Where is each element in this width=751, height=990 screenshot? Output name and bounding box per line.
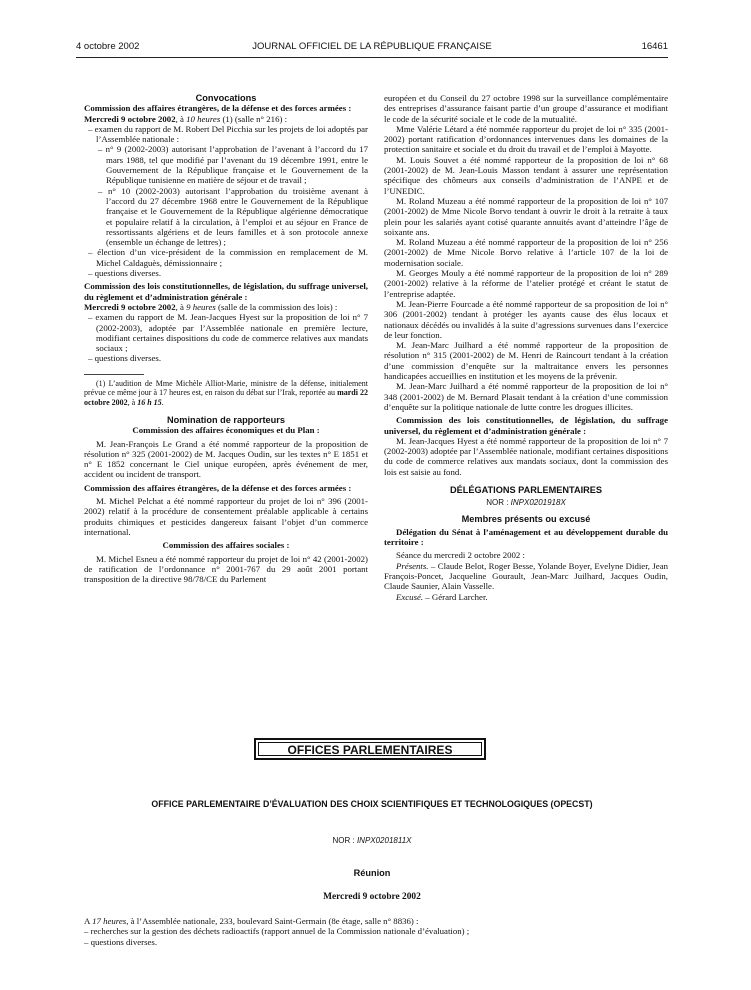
n3-text: M. Michel Esneu a été nommé rapporteur du projet de loi n° 42 (2001-2002) de ratification de l’ordonnance n° 2001-767 du 29 août 2001 portant transposition de la directive 98/78/CE du Parlement	[84, 553, 368, 585]
footnote-rule	[84, 374, 144, 375]
n3-title: Commission des affaires sociales :	[162, 540, 290, 551]
r-para-4: M. Roland Muzeau a été nommé rapporteur de la proposition de loi n° 107 (2001-2002) de Mme Nicole Borvo tendant à ouvrir le droit à la retraite à taux plein pour les salariés ayant cotisé quarante annuités avant d’atteindre l’âge de soixante ans.	[384, 195, 668, 237]
n2-text: M. Michel Pelchat a été nommé rapporteur du projet de loi n° 396 (2001-2002) relatif à la procédure de consentement préalable applicable à certains produits chimiques et pesticides dangereux faisant l’objet d’un commerce international.	[84, 496, 368, 537]
nomination-heading: Nomination de rapporteurs	[167, 414, 285, 425]
header-date: 4 octobre 2002	[76, 41, 140, 52]
r-para-1: européen et du Conseil du 27 octobre 1998 sur la surveillance complémentaire des entreprises d’assurance faisant partie d’un groupe d’assurance et modifiant le code de la sécurité sociale et le code de la mutualité.	[384, 93, 668, 124]
agenda-line-1: A 17 heures, à l’Assemblée nationale, 233, boulevard Saint-Germain (8e étage, salle n° 8836) :	[84, 916, 419, 926]
excuse: Excusé. – Gérard Larcher.	[396, 591, 488, 602]
r-para-5: M. Roland Muzeau a été nommé rapporteur de la proposition de loi n° 256 (2001-2002) de Mme Nicole Borvo relative à l’article 107 de la loi de modernisation sociale.	[384, 237, 668, 268]
delegations-nor: NOR : INPX0201918X	[486, 498, 566, 508]
n2-title: Commission des affaires étrangères, de la défense et des forces armées :	[84, 482, 352, 493]
c1-date: Mercredi 9 octobre 2002, à 10 heures (1) (salle n° 216) :	[84, 113, 288, 124]
left-column	[84, 93, 368, 584]
c1-item-3: – n° 10 (2002-2003) autorisant l’approbation du troisième avenant à l’accord du 27 décembre 1968 entre le Gouvernement de la République française et le Gouvernement de la République algérienne démocratique et populaire relatif à la circulation, à l’emploi et au séjour en France de ressortissants algériens et de leurs familles et à son protocole annexe (ensemble un échange de lettres) ;	[98, 185, 368, 248]
n1-text: M. Jean-François Le Grand a été nommé rapporteur de la proposition de résolution n° 325 (2001-2002) de M. Jacques Oudin, sur les textes n° E 1851 et n° E 1852 concernant le Ciel unique européen, après événement de mer, accident ou incident de transport.	[84, 438, 368, 480]
convocations-heading: Convocations	[195, 93, 257, 103]
c1-title: Commission des affaires étrangères, de la défense et des forces armées :	[84, 103, 352, 114]
c2-item-1: – examen du rapport de M. Jean-Jacques Hyest sur la proposition de loi n° 7 (2002-2003), adoptée par l’Assemblée nationale en première lecture, modifiant certaines dispositions du code de commerce relatives aux mandats sociaux ;	[88, 312, 368, 354]
n1-title: Commission des affaires économiques et du Plan :	[132, 425, 320, 436]
header-page-number: 16461	[641, 41, 668, 52]
offices-heading: OFFICES PARLEMENTAIRES	[258, 742, 482, 756]
r-para-9: M. Jean-Marc Juilhard a été nommé rapporteur de la proposition de loi n° 348 (2001-2002) de M. Bernard Plasait tendant à la création d’une commission d’enquête sur la politique nationale de lutte contre les drogues illicites.	[384, 381, 668, 412]
opecst-nor: NOR : INPX0201811X	[332, 836, 412, 845]
deleg-title: Délégation du Sénat à l’aménagement et au développement durable du territoire :	[384, 526, 668, 548]
membres-heading: Membres présents ou excusé	[461, 513, 591, 524]
r-para-7: M. Jean-Pierre Fourcade a été nommé rapporteur de sa proposition de loi n° 306 (2001-2002) tendant à protéger les ayants cause des élus locaux et nationaux décédés ou invalidés à la suite d’agressions survenues dans l’exercice de leur fonction.	[384, 298, 668, 340]
r-para-3: M. Louis Souvet a été nommé rapporteur de la proposition de loi n° 68 (2001-2002) de M. Jean-Louis Masson tendant à assurer une représentation spécifique des chômeurs aux conseils d’administration de l’ANPE et de l’UNEDIC.	[384, 154, 668, 196]
opecst-title: OFFICE PARLEMENTAIRE D’ÉVALUATION DES CHOIX SCIENTIFIQUES ET TECHNOLOGIQUES (OPECST)	[151, 799, 593, 809]
r-para-6: M. Georges Mouly a été nommé rapporteur de la proposition de loi n° 289 (2001-2002) relative à la réforme de l’atelier protégé et créant le statut de l’entreprise adaptée.	[384, 268, 668, 299]
header-journal-title: JOURNAL OFFICIEL DE LA RÉPUBLIQUE FRANÇAISE	[252, 41, 492, 52]
agenda-item-1: – recherches sur la gestion des déchets radioactifs (rapport annuel de la Commission nationale d’évaluation) ;	[84, 926, 470, 937]
c2-date: Mercredi 9 octobre 2002, à 9 heures (salle de la commission des lois) :	[84, 301, 338, 312]
agenda-item-2: – questions diverses.	[84, 936, 158, 947]
lois-title: Commission des lois constitutionnelles, de législation, du suffrage universel, du règlement et d’administration générale :	[384, 415, 668, 436]
c2-title: Commission des lois constitutionnelles, de législation, du suffrage universel, du règlement et d’administration générale :	[84, 281, 368, 302]
reunion-date: Mercredi 9 octobre 2002	[323, 892, 421, 902]
lois-text: M. Jean-Jacques Hyest a été nommé rapporteur de la proposition de loi n° 7 (2002-2003) adoptée par l’Assemblée nationale, modifiant certaines dispositions du code de commerce relatives aux mandats sociaux, dont la commission des lois est saisie au fond.	[384, 435, 668, 477]
reunion-agenda	[84, 916, 668, 947]
offices-heading-box	[254, 738, 486, 760]
header-rule	[76, 57, 668, 58]
running-header	[76, 41, 668, 55]
footnote: (1) L’audition de Mme Michèle Alliot-Marie, ministre de la défense, initialement prévue ce même jour à 17 heures est, en raison du débat sur l’Irak, reportée au mardi 22 octobre 2002, à 16 h 15.	[84, 378, 368, 407]
c1-item-5: – questions diverses.	[88, 268, 162, 279]
r-para-2: Mme Valérie Létard a été nommée rapporteur du projet de loi n° 335 (2001-2002) portant ratification d’ordonnances intervenues dans les domaines de la protection sanitaire et sociale et du droit du travail et de l’emploi à Mayotte.	[384, 123, 668, 155]
c2-item-2: – questions diverses.	[88, 353, 162, 364]
delegations-heading: DÉLÉGATIONS PARLEMENTAIRES	[449, 484, 603, 495]
reunion-heading: Réunion	[353, 868, 391, 878]
right-column	[384, 93, 668, 602]
c1-item-2: – n° 9 (2002-2003) autorisant l’approbation de l’avenant à l’accord du 17 mars 1988, tel que modifié par l’avenant du 19 décembre 1991, entre le Gouvernement de la République française et le Gouvernement de la République tunisienne en matière de séjour et de travail ;	[98, 144, 368, 186]
c1-item-1: – examen du rapport de M. Robert Del Picchia sur les projets de loi adoptés par l’Assemblée nationale :	[88, 123, 368, 145]
seance: Séance du mercredi 2 octobre 2002 :	[396, 550, 525, 561]
c1-item-4: – élection d’un vice-président de la commission en remplacement de M. Michel Caldaguès, démissionnaire ;	[88, 247, 368, 268]
presents: Présents. – Claude Belot, Roger Besse, Yolande Boyer, Evelyne Didier, Jean François-Poncet, Jacqueline Gourault, Jean-Marc Juilhard, Jacques Oudin, Claude Saunier, Alain Vasselle.	[384, 560, 668, 592]
r-para-8: M. Jean-Marc Juilhard a été nommé rapporteur de la proposition de résolution n° 315 (2001-2002) de M. Henri de Raincourt tendant à la création d’une commission d’enquête sur la maltraitance envers les personnes handicapées accueillies en institution et les moyens de la prévenir.	[384, 340, 668, 382]
